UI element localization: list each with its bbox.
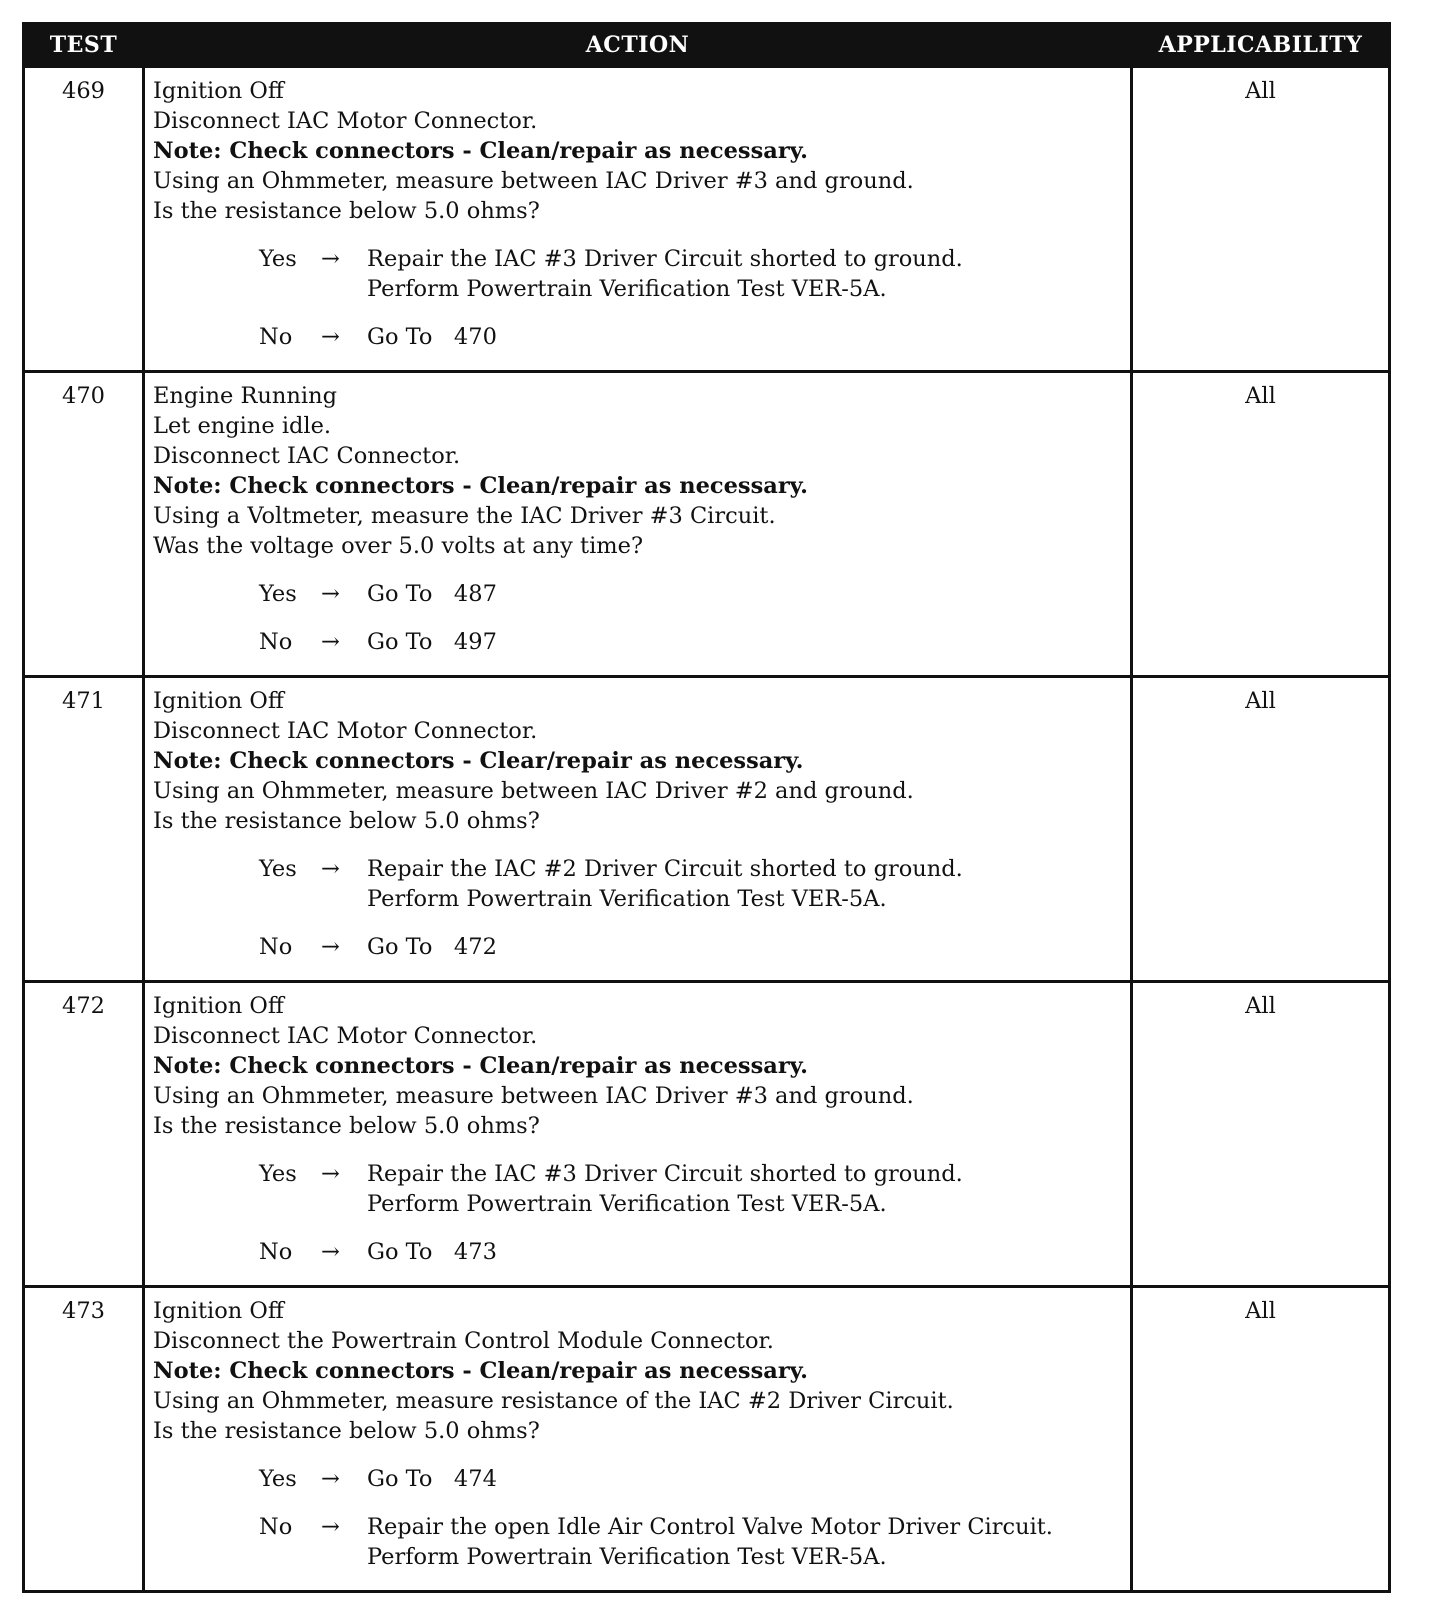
applicability-value: All <box>1132 677 1390 982</box>
arrow-right-icon: → <box>321 629 340 655</box>
test-number: 470 <box>24 372 144 677</box>
applicability-value: All <box>1132 372 1390 677</box>
action-step: Engine Running <box>153 383 337 409</box>
no-branch <box>153 627 1122 657</box>
yes-branch <box>153 1464 1122 1494</box>
arrow-right-icon: → <box>321 934 340 960</box>
diagnostic-test-table <box>22 22 1388 1593</box>
no-label: No <box>259 1514 293 1540</box>
arrow-right-icon: → <box>321 1514 340 1540</box>
decision-branches <box>153 1159 1122 1267</box>
no-branch <box>153 322 1122 352</box>
no-label: No <box>259 324 293 350</box>
yes-label: Yes <box>259 856 297 882</box>
decision-branches <box>153 579 1122 657</box>
action-step: Is the resistance below 5.0 ohms? <box>153 198 540 224</box>
yes-branch <box>153 244 1122 304</box>
action-step: Using an Ohmmeter, measure between IAC Driver #3 and ground. <box>153 1083 914 1109</box>
action-note: Note: Check connectors - Clean/repair as necessary. <box>153 1053 808 1079</box>
decision-branches <box>153 244 1122 352</box>
yes-branch <box>153 579 1122 609</box>
result-line: Perform Powertrain Verification Test VER-5A. <box>367 1544 887 1570</box>
test-number: 471 <box>24 677 144 982</box>
action-note: Note: Check connectors - Clean/repair as necessary. <box>153 1358 808 1384</box>
result-line: Perform Powertrain Verification Test VER-5A. <box>367 886 887 912</box>
applicability-value: All <box>1132 1287 1390 1592</box>
action-step: Is the resistance below 5.0 ohms? <box>153 1418 540 1444</box>
decision-branches <box>153 1464 1122 1572</box>
result-line: Perform Powertrain Verification Test VER-5A. <box>367 1191 887 1217</box>
no-result <box>367 1512 1053 1572</box>
action-step: Disconnect IAC Motor Connector. <box>153 718 538 744</box>
header-action: ACTION <box>144 24 1132 67</box>
arrow-right-icon: → <box>321 1161 340 1187</box>
yes-branch <box>153 854 1122 914</box>
action-step: Disconnect the Powertrain Control Module Connector. <box>153 1328 774 1354</box>
result-line: Perform Powertrain Verification Test VER-5A. <box>367 276 887 302</box>
test-table <box>22 22 1391 1593</box>
arrow-right-icon: → <box>321 1466 340 1492</box>
table-row <box>24 67 1390 372</box>
action-cell <box>144 677 1132 982</box>
yes-result <box>367 579 497 609</box>
yes-label: Yes <box>259 581 297 607</box>
action-step: Using an Ohmmeter, measure between IAC Driver #2 and ground. <box>153 778 914 804</box>
yes-label: Yes <box>259 246 297 272</box>
no-label: No <box>259 629 293 655</box>
result-line: Repair the IAC #3 Driver Circuit shorted to ground. <box>367 246 963 272</box>
action-note: Note: Check connectors - Clear/repair as necessary. <box>153 748 804 774</box>
result-line: Repair the IAC #3 Driver Circuit shorted to ground. <box>367 1161 963 1187</box>
yes-result <box>367 1464 497 1494</box>
table-row <box>24 1287 1390 1592</box>
result-line: Repair the open Idle Air Control Valve Motor Driver Circuit. <box>367 1514 1053 1540</box>
action-step: Disconnect IAC Motor Connector. <box>153 1023 538 1049</box>
table-body <box>24 67 1390 1592</box>
no-result <box>367 627 497 657</box>
arrow-right-icon: → <box>321 324 340 350</box>
action-cell <box>144 982 1132 1287</box>
action-cell <box>144 67 1132 372</box>
result-line: Go To 487 <box>367 581 497 607</box>
test-number: 473 <box>24 1287 144 1592</box>
arrow-right-icon: → <box>321 581 340 607</box>
action-cell <box>144 1287 1132 1592</box>
no-branch <box>153 932 1122 962</box>
no-branch <box>153 1237 1122 1267</box>
action-step: Using an Ohmmeter, measure between IAC Driver #3 and ground. <box>153 168 914 194</box>
decision-branches <box>153 854 1122 962</box>
action-step: Ignition Off <box>153 1298 284 1324</box>
table-row <box>24 677 1390 982</box>
result-line: Go To 473 <box>367 1239 497 1265</box>
result-line: Go To 470 <box>367 324 497 350</box>
action-note: Note: Check connectors - Clean/repair as necessary. <box>153 473 808 499</box>
header-row <box>24 24 1390 67</box>
result-line: Go To 474 <box>367 1466 497 1492</box>
action-step: Ignition Off <box>153 78 284 104</box>
table-row <box>24 372 1390 677</box>
action-step: Disconnect IAC Motor Connector. <box>153 108 538 134</box>
no-result <box>367 322 497 352</box>
test-number: 472 <box>24 982 144 1287</box>
applicability-value: All <box>1132 982 1390 1287</box>
no-result <box>367 932 497 962</box>
action-step: Disconnect IAC Connector. <box>153 443 461 469</box>
arrow-right-icon: → <box>321 856 340 882</box>
arrow-right-icon: → <box>321 1239 340 1265</box>
action-step: Ignition Off <box>153 688 284 714</box>
no-label: No <box>259 934 293 960</box>
header-test: TEST <box>24 24 144 67</box>
yes-label: Yes <box>259 1466 297 1492</box>
action-step: Is the resistance below 5.0 ohms? <box>153 808 540 834</box>
test-number: 469 <box>24 67 144 372</box>
yes-result <box>367 1159 963 1219</box>
header-applicability: APPLICABILITY <box>1132 24 1390 67</box>
yes-label: Yes <box>259 1161 297 1187</box>
action-step: Using an Ohmmeter, measure resistance of the IAC #2 Driver Circuit. <box>153 1388 954 1414</box>
action-cell <box>144 372 1132 677</box>
yes-result <box>367 854 963 914</box>
table-row <box>24 982 1390 1287</box>
action-step: Let engine idle. <box>153 413 332 439</box>
result-line: Repair the IAC #2 Driver Circuit shorted to ground. <box>367 856 963 882</box>
no-branch <box>153 1512 1122 1572</box>
action-step: Is the resistance below 5.0 ohms? <box>153 1113 540 1139</box>
yes-result <box>367 244 963 304</box>
yes-branch <box>153 1159 1122 1219</box>
action-step: Using a Voltmeter, measure the IAC Driver #3 Circuit. <box>153 503 776 529</box>
arrow-right-icon: → <box>321 246 340 272</box>
action-step: Was the voltage over 5.0 volts at any time? <box>153 533 644 559</box>
result-line: Go To 497 <box>367 629 497 655</box>
action-note: Note: Check connectors - Clean/repair as necessary. <box>153 138 808 164</box>
applicability-value: All <box>1132 67 1390 372</box>
no-result <box>367 1237 497 1267</box>
action-step: Ignition Off <box>153 993 284 1019</box>
result-line: Go To 472 <box>367 934 497 960</box>
no-label: No <box>259 1239 293 1265</box>
